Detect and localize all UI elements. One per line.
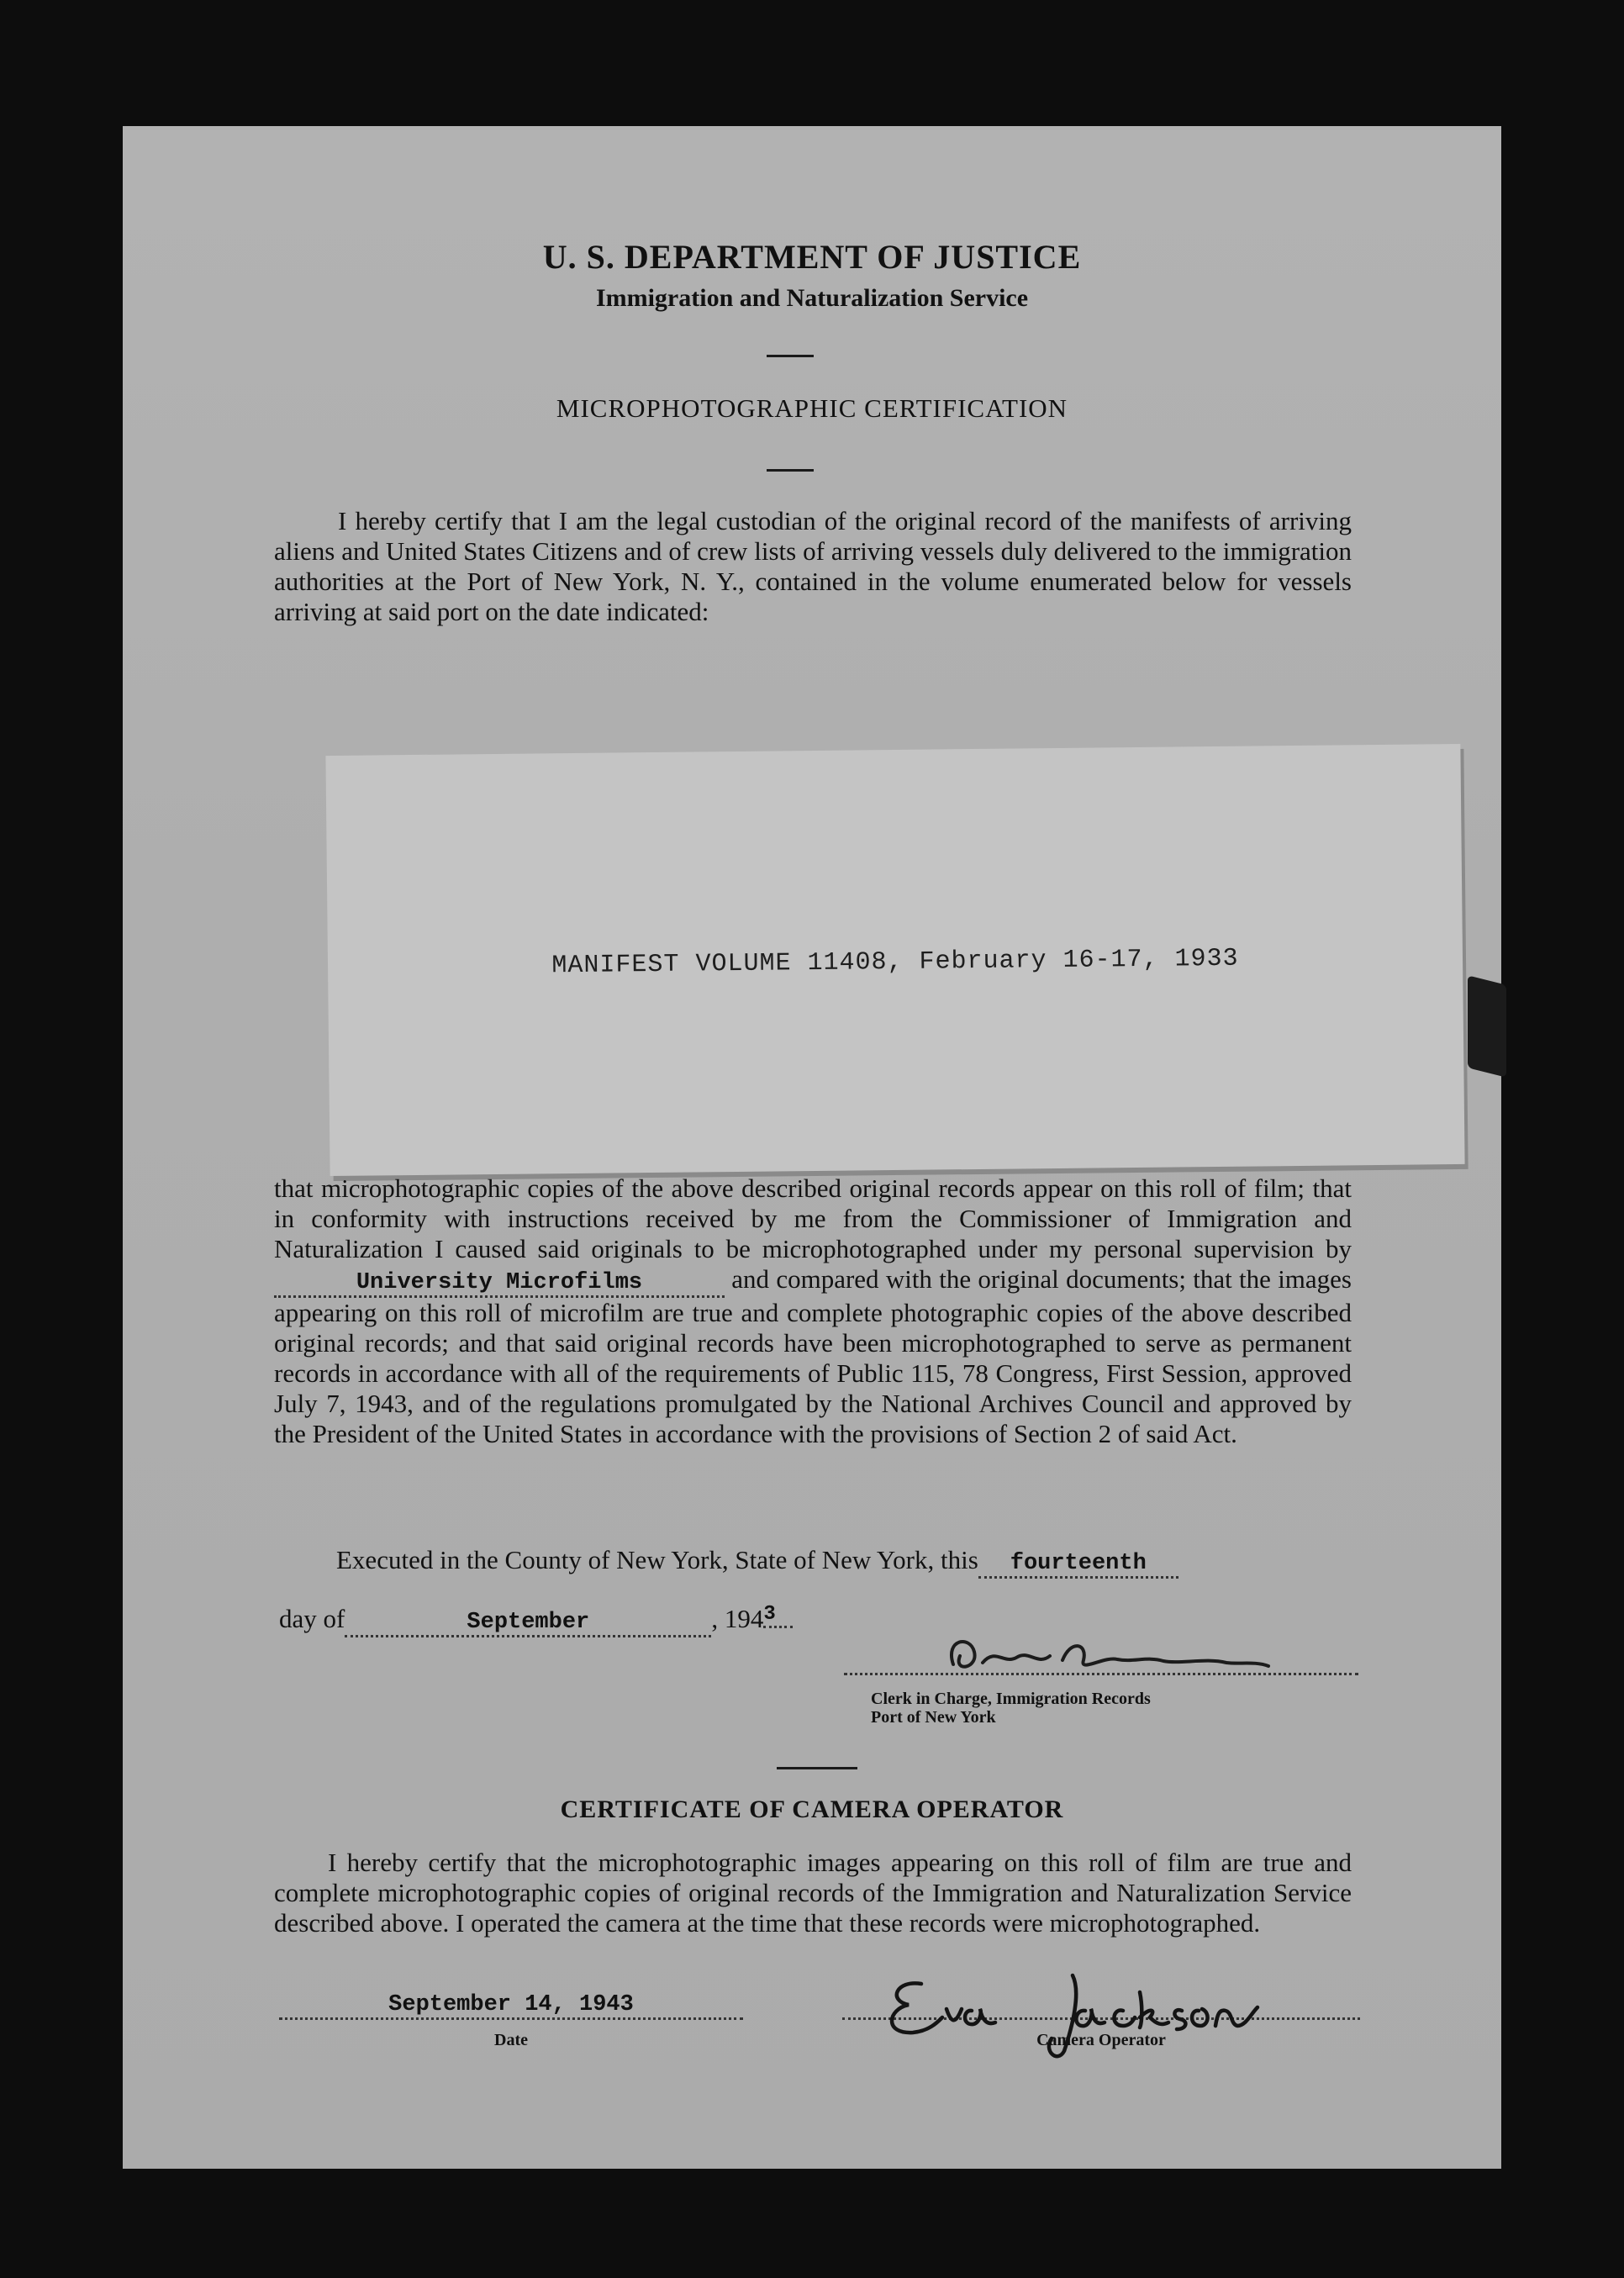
clerk-title-line-1: Clerk in Charge, Immigration Records: [871, 1690, 1151, 1708]
clerk-title-line-2: Port of New York: [871, 1708, 996, 1727]
clerk-title: [871, 1690, 1151, 1727]
volume-slip: [325, 744, 1464, 1176]
execution-date-line: [279, 1604, 793, 1637]
execution-year-digit: 3: [763, 1603, 792, 1628]
operator-date-label: Date: [494, 2031, 528, 2049]
execution-prefix: Executed in the County of New York, State of New York, this: [336, 1545, 978, 1574]
divider-rule: [777, 1767, 857, 1769]
execution-year-prefix: , 194: [711, 1604, 764, 1633]
day-of-label: day of: [279, 1604, 345, 1633]
certificate-page: [123, 126, 1501, 2169]
operator-certificate-text: I hereby certify that the microphotographic images appearing on this roll of film are true and complete microphotographic copies of original records of the Immigration and Naturalization Service described above. I operated the camera at the time that these records were microphotographed.: [274, 1848, 1352, 1938]
execution-line: [336, 1545, 1178, 1579]
conformity-text-before: that microphotographic copies of the above described original records appear on this roll of film; that in conformity with instructions received by me from the Commissioner of Immigration and Naturalization I caused said originals to be microphotographed under my personal supervision by: [274, 1173, 1352, 1263]
volume-slip-label: MANIFEST VOLUME 11408, February 16-17, 1933: [551, 944, 1239, 981]
ink-smudge: [1468, 975, 1506, 1077]
divider-rule: [767, 469, 814, 472]
operator-certificate-title: CERTIFICATE OF CAMERA OPERATOR: [560, 1796, 1064, 1823]
execution-day: fourteenth: [978, 1551, 1178, 1579]
operator-signature-label: Camera Operator: [1036, 2031, 1166, 2049]
service-title: Immigration and Naturalization Service: [595, 284, 1029, 312]
clerk-signature: [936, 1631, 1273, 1681]
conformity-text-after: and compared with the original documents; that the images appearing on this roll of microfilm are true and complete photographic copies of the above described original records; and that said original records have been microphotographed to serve as permanent records in accordance with all of the requirements of Public 115, 78 Congress, First Session, approved July 7, 1943, and of the regulations promulgated by the National Archives Council and approved by the President of the United States in accordance with the provisions of Section 2 of said Act.: [274, 1264, 1352, 1448]
conformity-paragraph: [274, 1173, 1352, 1449]
department-title: U. S. DEPARTMENT OF JUSTICE: [542, 238, 1082, 276]
certification-title: MICROPHOTOGRAPHIC CERTIFICATION: [556, 393, 1068, 423]
execution-month: September: [345, 1610, 711, 1637]
custodian-paragraph: I hereby certify that I am the legal custodian of the original record of the manifests of arriving aliens and United States Citizens and of crew lists of arriving vessels duly delivered to the immigration authorities at the Port of New York, N. Y., contained in the volume enumerated below for vessels arriving at said port on the date indicated:: [274, 506, 1352, 626]
filmer-name: University Microfilms: [274, 1270, 725, 1298]
divider-rule: [767, 355, 814, 357]
operator-date-value: September 14, 1943: [279, 1992, 743, 2020]
